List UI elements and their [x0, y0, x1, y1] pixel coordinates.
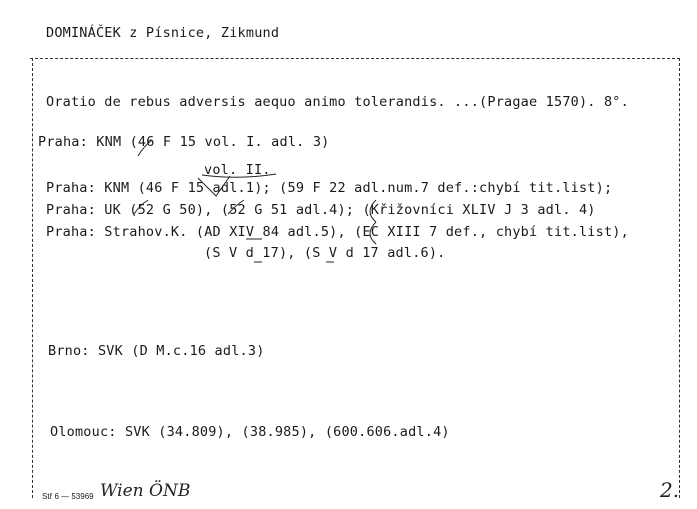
handwritten-insert-note: vol. II.: [204, 162, 271, 178]
tick-mark-uk-first: [134, 200, 148, 214]
underline-vol-II: [202, 174, 276, 177]
holding-praha-uk: Praha: UK (52 G 50), (52 G 51 adl.4); (Křižovníci XLIV J 3 adl. 4): [46, 202, 596, 218]
holding-praha-knm-first: Praha: KNM (46 F 15 vol. I. adl. 3): [38, 134, 330, 150]
paren-mark-ec: [370, 222, 376, 244]
holding-praha-knm-second: Praha: KNM (46 F 15 adl.1); (59 F 22 adl.num.7 def.:chybí tit.list);: [46, 180, 613, 196]
holding-praha-strahov: Praha: Strahov.K. (AD XIV 84 adl.5), (EC XIII 7 def., chybí tit.list),: [46, 224, 629, 240]
tick-mark-knm-first: [138, 140, 152, 156]
page-number: 2.: [660, 478, 680, 502]
footer-code: Stř 6 — 53969: [42, 492, 94, 501]
caret-mark-knm: [198, 176, 230, 196]
tick-mark-uk-second: [228, 200, 244, 214]
card-heading: DOMINÁČEK z Písnice, Zikmund: [46, 25, 280, 41]
holding-olomouc: Olomouc: SVK (34.809), (38.985), (600.606.adl.4): [50, 424, 450, 440]
footer-signature: Wien ÖNB: [100, 481, 191, 501]
paren-mark-krizovnici: [370, 200, 376, 222]
holding-praha-strahov-continued: (S V d 17), (S V d 17 adl.6).: [204, 245, 446, 261]
title-line: Oratio de rebus adversis aequo animo tolerandis. ...(Pragae 1570). 8°.: [46, 94, 629, 110]
holding-brno: Brno: SVK (D M.c.16 adl.3): [48, 343, 265, 359]
